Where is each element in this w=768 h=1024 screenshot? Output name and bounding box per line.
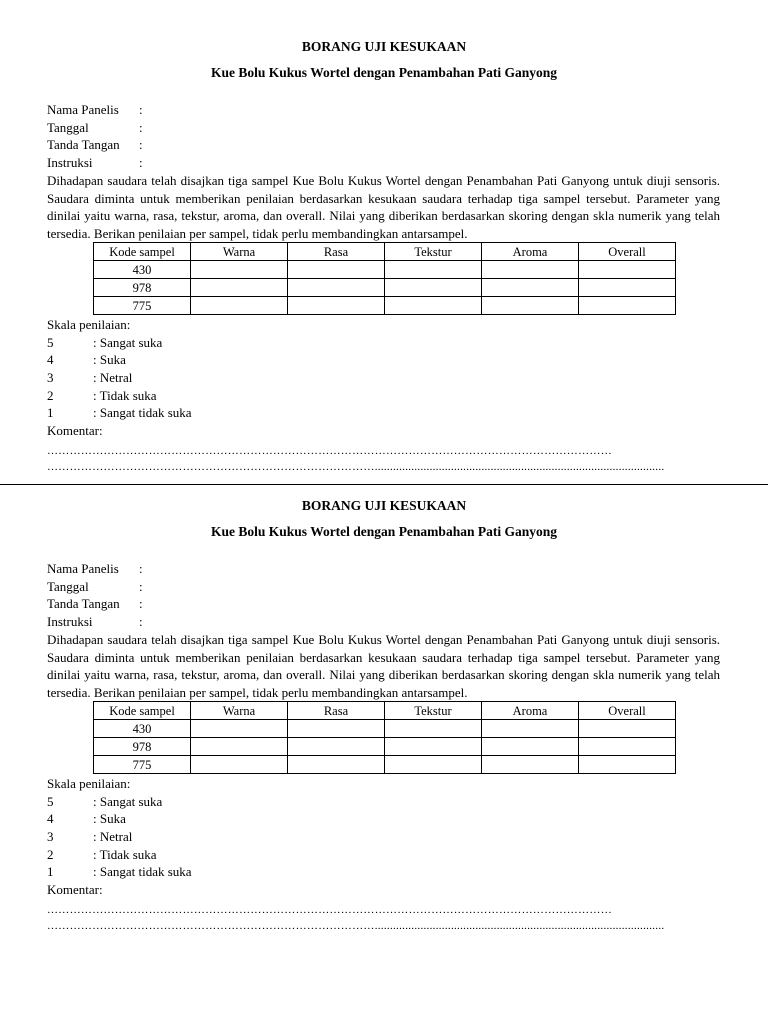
score-cell-overall[interactable] <box>579 297 676 315</box>
scale-item <box>47 351 768 369</box>
header-tekstur: Tekstur <box>385 243 482 261</box>
comment-label: Komentar: <box>47 423 103 439</box>
scale-number: 2 <box>47 846 54 862</box>
score-cell-rasa[interactable] <box>288 279 385 297</box>
scale-number: 3 <box>47 829 54 845</box>
scale-text: : Sangat suka <box>93 334 163 350</box>
table-row <box>94 720 676 738</box>
panelist-fields <box>47 560 768 630</box>
score-cell-warna[interactable] <box>191 756 288 774</box>
sample-code: 775 <box>94 756 191 774</box>
score-cell-aroma[interactable] <box>482 720 579 738</box>
field-tanda-tangan[interactable] <box>47 136 768 154</box>
score-cell-tekstur[interactable] <box>385 756 482 774</box>
score-cell-warna[interactable] <box>191 297 288 315</box>
score-table <box>93 701 676 774</box>
score-cell-warna[interactable] <box>191 720 288 738</box>
field-separator: : <box>139 119 143 135</box>
field-separator: : <box>139 596 143 611</box>
score-cell-aroma[interactable] <box>482 279 579 297</box>
header-kode-sampel: Kode sampel <box>94 243 191 261</box>
field-instruksi <box>47 154 768 172</box>
score-cell-warna[interactable] <box>191 279 288 297</box>
header-kode-sampel: Kode sampel <box>94 702 191 720</box>
scale-text: : Netral <box>93 829 133 845</box>
field-separator: : <box>139 561 143 576</box>
header-rasa: Rasa <box>288 243 385 261</box>
header-aroma: Aroma <box>482 243 579 261</box>
form-subtitle: Kue Bolu Kukus Wortel dengan Penambahan Pati Ganyong <box>211 65 557 80</box>
score-cell-tekstur[interactable] <box>385 297 482 315</box>
scale-text: : Suka <box>93 811 126 827</box>
sample-code: 978 <box>94 738 191 756</box>
score-cell-tekstur[interactable] <box>385 738 482 756</box>
scale-number: 2 <box>47 387 54 403</box>
score-cell-aroma[interactable] <box>482 738 579 756</box>
table-row <box>94 738 676 756</box>
header-overall: Overall <box>579 243 676 261</box>
scale-text: : Tidak suka <box>93 387 157 403</box>
field-label: Instruksi <box>47 613 93 629</box>
scale-item <box>47 793 768 811</box>
header-overall: Overall <box>579 702 676 720</box>
scale-item <box>47 369 768 387</box>
sample-code: 775 <box>94 297 191 315</box>
score-table <box>93 242 676 315</box>
field-separator: : <box>139 102 143 117</box>
header-rasa: Rasa <box>288 702 385 720</box>
form-1 <box>0 38 768 475</box>
score-cell-rasa[interactable] <box>288 756 385 774</box>
score-cell-tekstur[interactable] <box>385 720 482 738</box>
comment-line[interactable]: …………………………………………………………………………………………………………………………………… <box>47 903 612 916</box>
scale-text: : Suka <box>93 352 126 368</box>
score-cell-warna[interactable] <box>191 738 288 756</box>
scale-item <box>47 404 768 422</box>
score-cell-overall[interactable] <box>579 261 676 279</box>
field-tanggal[interactable] <box>47 119 768 137</box>
instruction-text: Dihadapan saudara telah disajkan tiga sampel Kue Bolu Kukus Wortel dengan Penambahan Pati Ganyong untuk diuji sensoris. Saudara diminta untuk memberikan penilaian berdasarkan kesukaan saudara terhadap tiga sampel tersebut. Parameter yang dinilai yaitu warna, rasa, tekstur, aroma, dan overall. Nilai yang diberikan berdasarkan skoring dengan skla numerik yang telah tersedia. Berikan penilaian per sampel, tidak perlu membandingkan antarsampel. <box>47 173 720 241</box>
score-cell-overall[interactable] <box>579 720 676 738</box>
table-header-row <box>94 243 676 261</box>
scale-number: 5 <box>47 793 54 809</box>
sample-code: 430 <box>94 261 191 279</box>
panelist-fields <box>47 101 768 171</box>
field-nama-panelis[interactable] <box>47 560 768 578</box>
score-cell-overall[interactable] <box>579 738 676 756</box>
score-cell-aroma[interactable] <box>482 297 579 315</box>
score-cell-rasa[interactable] <box>288 297 385 315</box>
scale-number: 3 <box>47 370 54 386</box>
score-cell-rasa[interactable] <box>288 738 385 756</box>
score-cell-tekstur[interactable] <box>385 261 482 279</box>
field-label: Nama Panelis <box>47 102 119 117</box>
scale-item <box>47 387 768 405</box>
sample-code: 430 <box>94 720 191 738</box>
score-cell-aroma[interactable] <box>482 261 579 279</box>
score-cell-aroma[interactable] <box>482 756 579 774</box>
header-tekstur: Tekstur <box>385 702 482 720</box>
field-label: Instruksi <box>47 154 93 170</box>
field-tanggal[interactable] <box>47 578 768 596</box>
scale-number: 4 <box>47 352 54 368</box>
cut-divider <box>0 484 768 485</box>
scale-item <box>47 846 768 864</box>
comment-line[interactable]: …………………………………………………………………………………………………………………………………… <box>47 444 612 457</box>
rating-scale <box>47 775 768 899</box>
instruction-text: Dihadapan saudara telah disajkan tiga sampel Kue Bolu Kukus Wortel dengan Penambahan Pati Ganyong untuk diuji sensoris. Saudara diminta untuk memberikan penilaian berdasarkan kesukaan saudara terhadap tiga sampel tersebut. Parameter yang dinilai yaitu warna, rasa, tekstur, aroma, dan overall. Nilai yang diberikan berdasarkan skoring dengan skla numerik yang telah tersedia. Berikan penilaian per sampel, tidak perlu membandingkan antarsampel. <box>47 632 720 700</box>
field-label: Tanda Tangan <box>47 596 120 611</box>
field-separator: : <box>139 578 143 594</box>
score-cell-rasa[interactable] <box>288 261 385 279</box>
field-separator: : <box>139 613 143 629</box>
table-row <box>94 756 676 774</box>
field-nama-panelis[interactable] <box>47 101 768 119</box>
sample-code: 978 <box>94 279 191 297</box>
table-row <box>94 261 676 279</box>
scale-number: 1 <box>47 864 54 880</box>
comment-label: Komentar: <box>47 882 103 898</box>
comment-line[interactable]: ……………………………………………………………………………............................................................................................... <box>47 919 665 932</box>
scale-number: 5 <box>47 334 54 350</box>
scale-item <box>47 863 768 881</box>
scale-text: : Sangat tidak suka <box>93 405 192 421</box>
field-label: Nama Panelis <box>47 561 119 576</box>
table-row <box>94 279 676 297</box>
scale-number: 4 <box>47 811 54 827</box>
field-label: Tanggal <box>47 578 89 594</box>
form-title: BORANG UJI KESUKAAN <box>301 39 467 54</box>
field-instruksi <box>47 613 768 631</box>
scale-item <box>47 810 768 828</box>
score-cell-rasa[interactable] <box>288 720 385 738</box>
score-cell-tekstur[interactable] <box>385 279 482 297</box>
scale-text: : Sangat suka <box>93 793 163 809</box>
field-separator: : <box>139 137 143 152</box>
scale-number: 1 <box>47 405 54 421</box>
scale-item <box>47 828 768 846</box>
scale-item <box>47 334 768 352</box>
field-separator: : <box>139 154 143 170</box>
scale-text: : Sangat tidak suka <box>93 864 192 880</box>
header-warna: Warna <box>191 702 288 720</box>
header-warna: Warna <box>191 243 288 261</box>
scale-text: : Netral <box>93 370 133 386</box>
score-cell-overall[interactable] <box>579 279 676 297</box>
scale-title: Skala penilaian: <box>47 317 131 332</box>
header-aroma: Aroma <box>482 702 579 720</box>
field-tanda-tangan[interactable] <box>47 595 768 613</box>
field-label: Tanda Tangan <box>47 137 120 152</box>
form-title: BORANG UJI KESUKAAN <box>301 498 467 513</box>
comment-line[interactable]: ……………………………………………………………………………............................................................................................... <box>47 460 665 473</box>
scale-text: : Tidak suka <box>93 846 157 862</box>
rating-scale <box>47 316 768 440</box>
form-subtitle: Kue Bolu Kukus Wortel dengan Penambahan Pati Ganyong <box>211 524 557 539</box>
form-2 <box>0 497 768 934</box>
score-cell-warna[interactable] <box>191 261 288 279</box>
score-cell-overall[interactable] <box>579 756 676 774</box>
table-row <box>94 297 676 315</box>
table-header-row <box>94 702 676 720</box>
scale-title: Skala penilaian: <box>47 776 131 791</box>
field-label: Tanggal <box>47 119 89 135</box>
